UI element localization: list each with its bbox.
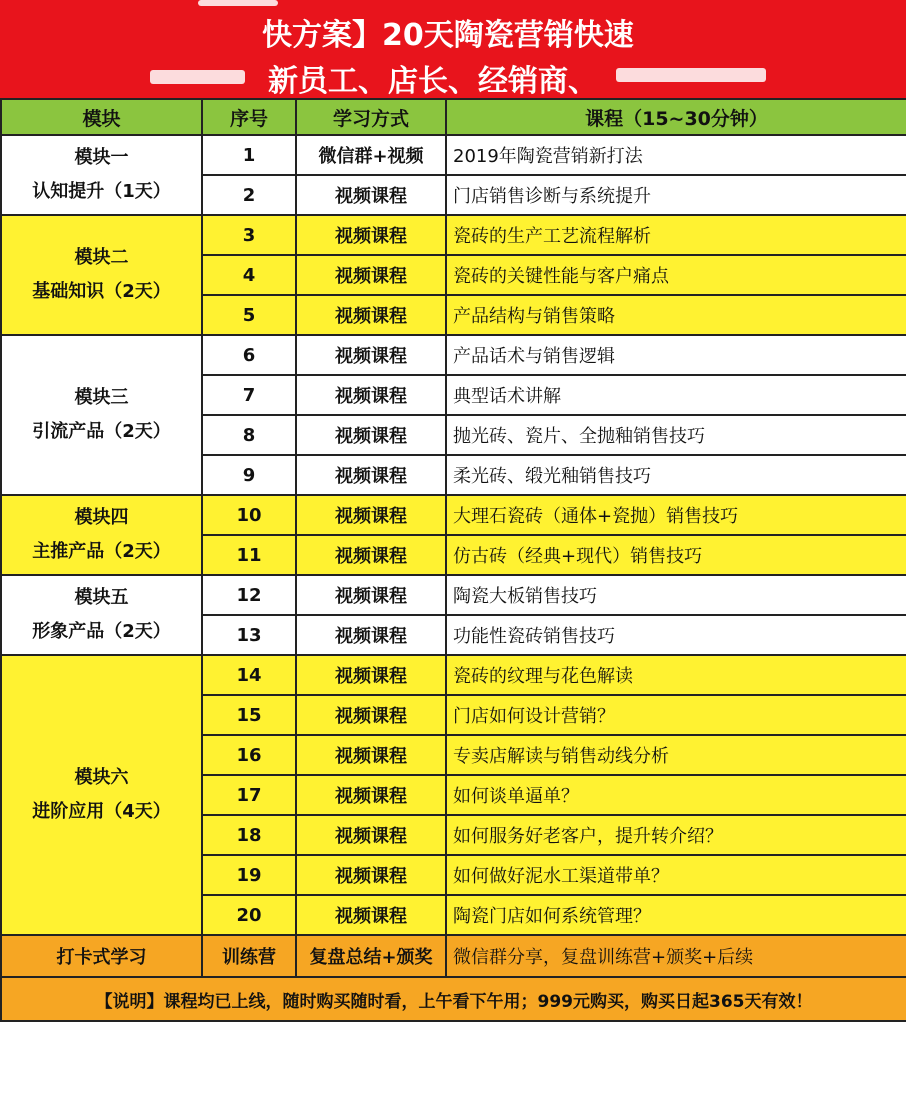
row-method: 微信群+视频 [296,135,446,175]
row-number: 10 [202,495,296,535]
row-course-title: 如何谈单逼单？ [446,775,906,815]
table-header-row [1,99,906,135]
row-number: 6 [202,335,296,375]
banner-crop-mark [198,0,278,6]
module-name: 模块六 [74,767,129,788]
table-row [1,215,906,255]
module-subtitle: 引流产品（2天） [32,421,171,442]
summary-type: 训练营 [202,935,296,977]
row-number: 4 [202,255,296,295]
row-method: 视频课程 [296,735,446,775]
row-method: 视频课程 [296,295,446,335]
row-number: 18 [202,815,296,855]
purchase-note: 【说明】课程均已上线，随时购买随时看，上午看下午用；999元购买，购买日起365天有效！ [1,977,906,1021]
row-number: 13 [202,615,296,655]
row-number: 8 [202,415,296,455]
summary-label: 打卡式学习 [1,935,202,977]
row-number: 17 [202,775,296,815]
row-course-title: 柔光砖、缎光釉销售技巧 [446,455,906,495]
note-row [1,977,906,1021]
row-method: 视频课程 [296,615,446,655]
row-course-title: 如何服务好老客户，提升转介绍？ [446,815,906,855]
row-method: 视频课程 [296,415,446,455]
table-row [1,135,906,175]
row-course-title: 产品结构与销售策略 [446,295,906,335]
row-course-title: 陶瓷门店如何系统管理？ [446,895,906,935]
row-course-title: 如何做好泥水工渠道带单？ [446,855,906,895]
row-course-title: 瓷砖的纹理与花色解读 [446,655,906,695]
row-method: 视频课程 [296,535,446,575]
module-name: 模块三 [74,387,129,408]
row-number: 12 [202,575,296,615]
row-number: 14 [202,655,296,695]
header-method: 学习方式 [296,99,446,135]
banner-subtitle: 新员工、店长、经销商、 [268,64,598,98]
module-subtitle: 进阶应用（4天） [32,801,171,822]
banner-title: 快方案】20天陶瓷营销快速 [262,18,634,53]
header-number: 序号 [202,99,296,135]
row-course-title: 仿古砖（经典+现代）销售技巧 [446,535,906,575]
row-method: 视频课程 [296,815,446,855]
banner-watermark-left [150,70,245,84]
row-number: 15 [202,695,296,735]
row-number: 9 [202,455,296,495]
module-cell-1 [1,135,202,215]
row-method: 视频课程 [296,375,446,415]
row-number: 5 [202,295,296,335]
table-row [1,335,906,375]
module-subtitle: 基础知识（2天） [32,281,171,302]
row-course-title: 瓷砖的生产工艺流程解析 [446,215,906,255]
row-method: 视频课程 [296,455,446,495]
row-course-title: 门店如何设计营销？ [446,695,906,735]
course-table [0,98,906,1022]
module-name: 模块四 [74,507,129,528]
row-course-title: 专卖店解读与销售动线分析 [446,735,906,775]
row-method: 视频课程 [296,775,446,815]
row-method: 视频课程 [296,575,446,615]
table-row [1,655,906,695]
module-subtitle: 主推产品（2天） [32,541,171,562]
row-number: 16 [202,735,296,775]
row-number: 7 [202,375,296,415]
row-course-title: 2019年陶瓷营销新打法 [446,135,906,175]
row-course-title: 功能性瓷砖销售技巧 [446,615,906,655]
row-method: 视频课程 [296,855,446,895]
summary-method: 复盘总结+颁奖 [296,935,446,977]
row-method: 视频课程 [296,215,446,255]
summary-row [1,935,906,977]
row-number: 3 [202,215,296,255]
row-course-title: 瓷砖的关键性能与客户痛点 [446,255,906,295]
row-course-title: 产品话术与销售逻辑 [446,335,906,375]
module-cell-6 [1,655,202,935]
row-method: 视频课程 [296,335,446,375]
header-module: 模块 [1,99,202,135]
module-cell-5 [1,575,202,655]
row-method: 视频课程 [296,495,446,535]
module-subtitle: 形象产品（2天） [32,621,171,642]
row-method: 视频课程 [296,175,446,215]
title-banner [0,0,906,98]
row-number: 11 [202,535,296,575]
row-number: 20 [202,895,296,935]
table-row [1,495,906,535]
module-cell-4 [1,495,202,575]
banner-watermark-right [616,68,766,82]
row-number: 1 [202,135,296,175]
module-name: 模块二 [74,247,129,268]
table-row [1,575,906,615]
row-course-title: 典型话术讲解 [446,375,906,415]
row-course-title: 门店销售诊断与系统提升 [446,175,906,215]
header-course: 课程（15~30分钟） [446,99,906,135]
row-course-title: 陶瓷大板销售技巧 [446,575,906,615]
row-method: 视频课程 [296,655,446,695]
module-subtitle: 认知提升（1天） [32,181,171,202]
module-name: 模块五 [74,587,129,608]
module-cell-3 [1,335,202,495]
row-number: 19 [202,855,296,895]
row-course-title: 大理石瓷砖（通体+瓷抛）销售技巧 [446,495,906,535]
row-course-title: 抛光砖、瓷片、全抛釉销售技巧 [446,415,906,455]
row-method: 视频课程 [296,895,446,935]
module-name: 模块一 [74,147,129,168]
module-cell-2 [1,215,202,335]
row-method: 视频课程 [296,695,446,735]
row-number: 2 [202,175,296,215]
summary-description: 微信群分享，复盘训练营+颁奖+后续 [446,935,906,977]
row-method: 视频课程 [296,255,446,295]
